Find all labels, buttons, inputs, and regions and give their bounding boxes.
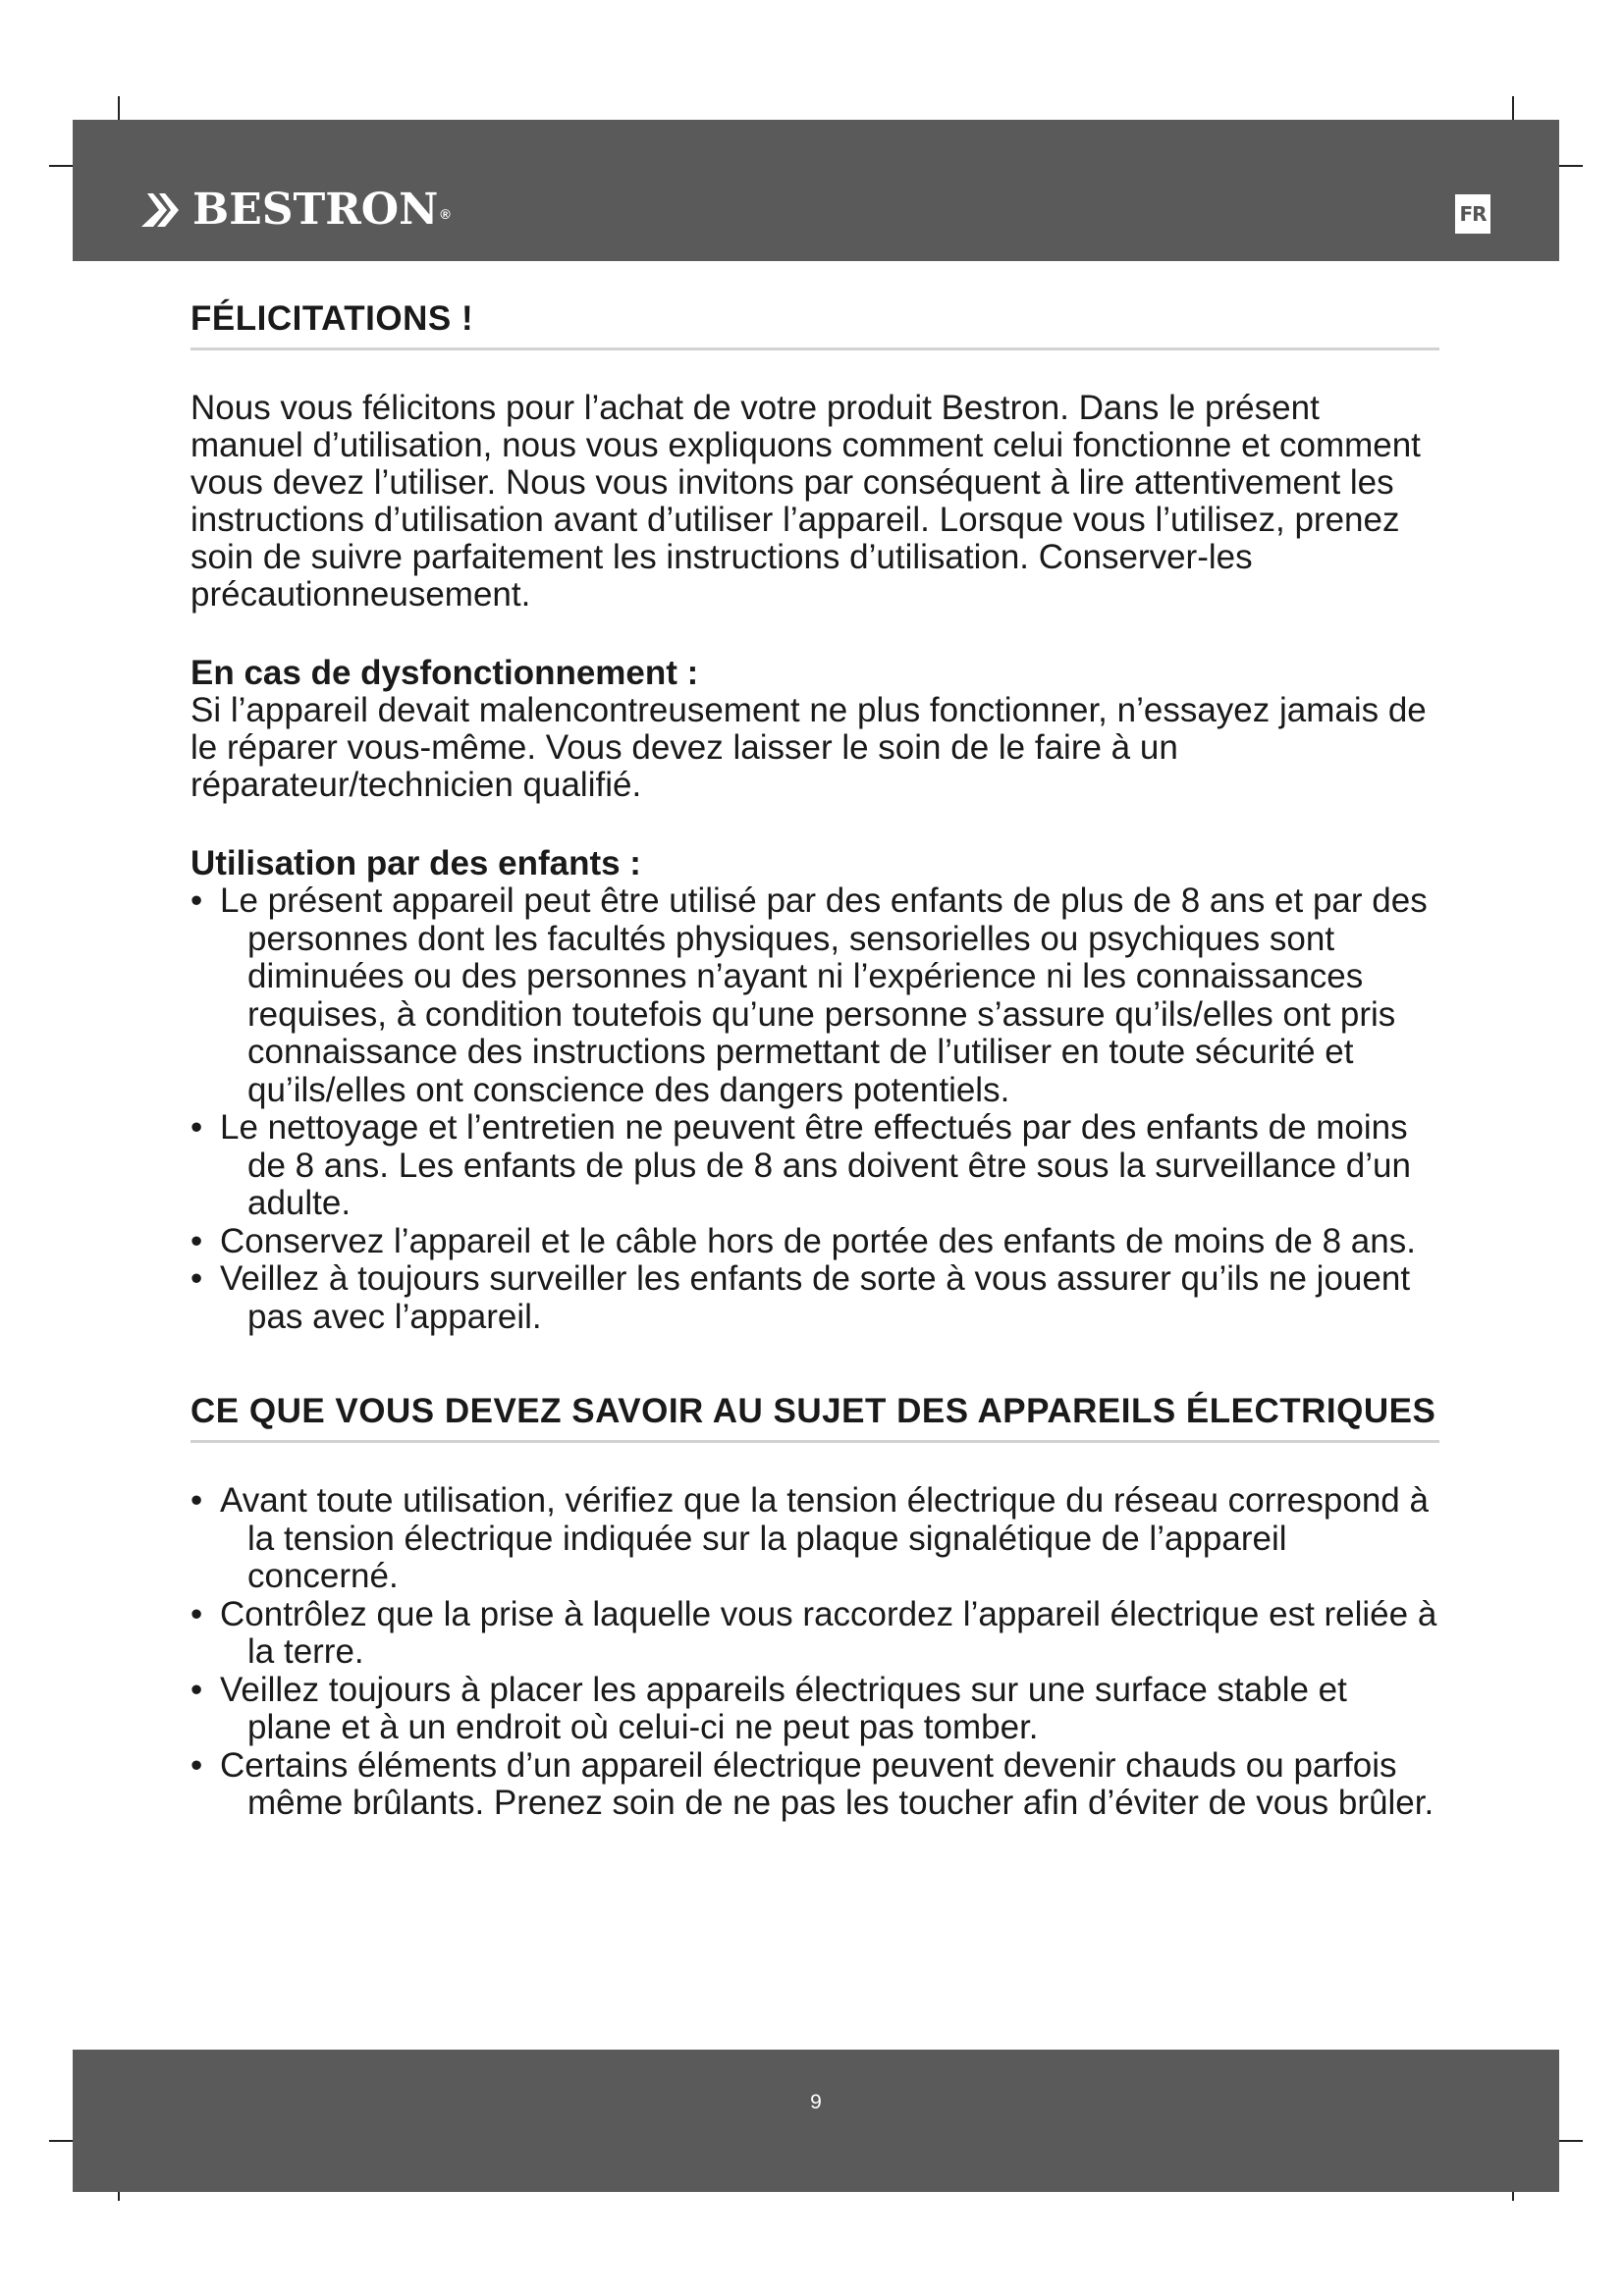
brand-name: BESTRON ® [192,185,451,235]
list-item: • Veillez toujours à placer les appareils électriques sur une surface stable et plane et à un endroit où celui-ci ne peut pas tomber. [190,1670,1347,1746]
list-item: • Veillez à toujours surveiller les enfants de sorte à vous assurer qu’ils ne jouent pas avec l’appareil. [190,1259,1411,1336]
section-title-congratulations: FÉLICITATIONS ! [190,299,474,338]
list-item: • Le nettoyage et l’entretien ne peuvent être effectués par des enfants de moins de 8 ans. Les enfants de plus de 8 ans doivent être sous la surveillance d’un adulte. [190,1108,1411,1222]
list-item: • Le présent appareil peut être utilisé par des enfants de plus de 8 ans et par des personnes dont les facultés physiques, sensorielles ou psychiques sont diminuées ou des personnes n’ayant ni l’expérience ni les connaissances requises, à condition toutefois qu’une personne s’assure qu’ils/elles ont pris connaissance des instructions permettant de l’utiliser en toute sécurité et qu’ils/elles ont conscience des dangers potentiels. [190,881,1428,1109]
page-header [73,120,1559,261]
section-divider [190,347,1439,350]
page-footer [73,2050,1559,2192]
language-badge: FR [1455,194,1490,234]
intro-paragraph: Nous vous félicitons pour l’achat de votre produit Bestron. Dans le présent manuel d’utilisation, nous vous expliquons comment celui fonctionne et comment vous devez l’utiliser. Nous vous invitons par conséquent à lire attentivement les instructions d’utilisation avant d’utiliser l’appareil. Lorsque vous l’utilisez, prenez soin de suivre parfaitement les instructions d’utilisation. Conserver-les précautionneusement. [190,389,1421,614]
list-item: • Certains éléments d’un appareil électrique peuvent devenir chauds ou parfois même brûlants. Prenez soin de ne pas les toucher afin d’éviter de vous brûler. [190,1745,1435,1822]
list-item: • Conservez l’appareil et le câble hors de portée des enfants de moins de 8 ans. [190,1221,1416,1260]
malfunction-paragraph: Si l’appareil devait malencontreusement ne plus fonctionner, n’essayez jamais de le réparer vous-même. Vous devez laisser le soin de le faire à un réparateur/technicien qualifié. [190,691,1427,804]
brand-logo [139,185,451,235]
main-content [190,300,1439,1823]
electrical-list [190,1482,1439,1823]
malfunction-heading: En cas de dysfonctionnement : [190,654,699,692]
brand-chevrons-icon [139,191,185,229]
page-number: 9 [810,2091,822,2113]
section-title-electrical: CE QUE VOUS DEVEZ SAVOIR AU SUJET DES APPAREILS ÉLECTRIQUES [190,1392,1436,1430]
children-list [190,882,1439,1336]
list-item: • Avant toute utilisation, vérifiez que la tension électrique du réseau correspond à la tension électrique indiquée sur la plaque signalétique de l’appareil concerné. [190,1481,1429,1595]
section-divider [190,1440,1439,1443]
children-heading: Utilisation par des enfants : [190,844,641,882]
list-item: • Contrôlez que la prise à laquelle vous raccordez l’appareil électrique est reliée à la terre. [190,1594,1437,1671]
